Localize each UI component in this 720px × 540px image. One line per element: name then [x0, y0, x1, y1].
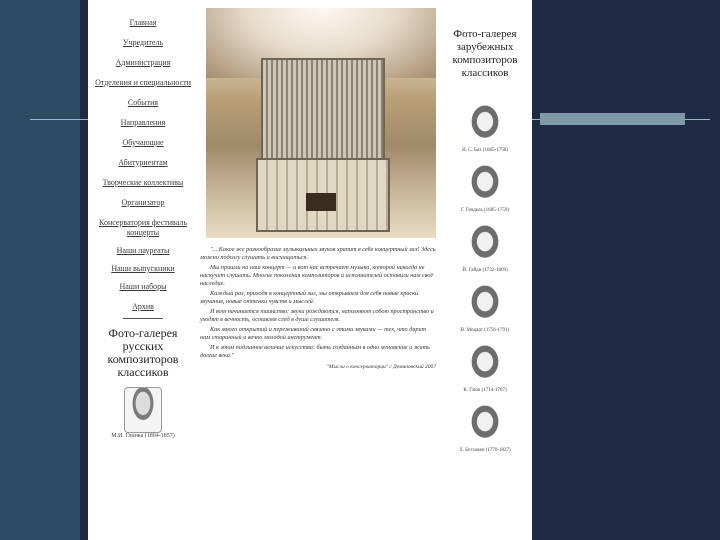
portrait-caption: И. С. Бах (1685-1750) — [462, 148, 508, 153]
portrait-caption: К. Глюк (1714-1787) — [463, 388, 507, 393]
nav-link-administration[interactable]: Администрация — [115, 58, 171, 67]
nav-link-admissions[interactable]: Наши наборы — [119, 282, 167, 291]
site-navigation — [88, 0, 198, 540]
nav-link-students[interactable]: Обучающие — [122, 138, 164, 147]
nav-link-archive[interactable]: Архив — [132, 302, 154, 311]
russian-gallery-title[interactable]: Фото-галерея русских композиторов классиков — [107, 326, 179, 379]
webpage-screenshot — [88, 0, 532, 540]
nav-link-home[interactable]: Главная — [129, 18, 157, 27]
nav-link-applicants[interactable]: Абитуриентам — [118, 158, 168, 167]
nav-link-events[interactable]: События — [127, 98, 159, 107]
composer-portrait-beethoven[interactable] — [463, 404, 507, 448]
article-text — [200, 246, 436, 536]
nav-divider — [123, 318, 163, 319]
organ-hall-photo — [206, 8, 436, 238]
composer-portrait-bach[interactable] — [463, 104, 507, 148]
foreign-gallery-title[interactable]: Фото-галерея зарубежных композиторов классиков — [452, 28, 518, 79]
composer-portrait-glinka[interactable] — [124, 387, 162, 433]
portrait-caption: Й. Гайдн (1732-1809) — [462, 268, 508, 273]
article-paragraph: И вот начинается таинство: звуки рождаются, наполняют собою пространство и уходят в вечность, оставляя след в душе слушателя. — [200, 308, 434, 323]
decorative-bar — [540, 113, 685, 125]
portrait-caption: В. Моцарт (1756-1791) — [460, 328, 510, 333]
portrait-caption: Г. Гендель (1685-1759) — [460, 208, 509, 213]
nav-link-organizer[interactable]: Организатор — [121, 198, 165, 207]
foreign-gallery — [438, 0, 532, 540]
nav-link-departments[interactable]: Отделения и специальности — [95, 78, 191, 87]
nav-link-ensembles[interactable]: Творческие коллективы — [102, 178, 184, 187]
nav-link-graduates[interactable]: Наши выпускники — [111, 264, 175, 273]
slide-left-panel — [0, 0, 80, 540]
nav-link-founder[interactable]: Учредитель — [122, 38, 164, 47]
article-paragraph: "... Какое же разнообразие музыкальных звуков храпит в себе концертный зал! Здесь можно подолгу слушать и восхищаться. — [200, 246, 436, 261]
nav-link-concerts[interactable]: Консерватория фестиваль концерты — [99, 218, 187, 237]
article-signature: "Мысли о консерватории" с Деминовский 2007 — [326, 364, 436, 370]
article-paragraph: Как много открытий и переживаний связано с этими звуками — тех, что дарит нам старинный и вечно молодой инструмент. — [200, 326, 427, 341]
article-paragraph: И в этом подлинное величие искусства: быть созданным в одно мгновение и жить долгие века." — [200, 344, 430, 359]
portrait-caption: Л. Бетховен (1770-1827) — [459, 448, 511, 453]
article-paragraph: Каждый раз, приходя в концертный зал, мы открываем для себя новые краски звучания, новые оттенки чувств и мыслей. — [200, 290, 419, 305]
composer-portrait-handel[interactable] — [463, 164, 507, 208]
composer-portrait-mozart[interactable] — [463, 284, 507, 328]
article-paragraph: Мы пришли на наш концерт — и вот нас встречает музыка, которой никогда не наскучит слушать. Многие поколения композиторов и исполнителей оставили нам своё наследие. — [200, 264, 434, 287]
composer-portrait-gluck[interactable] — [463, 344, 507, 388]
portrait-caption: М.И. Глинка (1804-1857) — [111, 433, 175, 439]
nav-link-laureates[interactable]: Наши лауреаты — [116, 246, 170, 255]
nav-link-directions[interactable]: Направления — [120, 118, 166, 127]
composer-portrait-haydn[interactable] — [463, 224, 507, 268]
